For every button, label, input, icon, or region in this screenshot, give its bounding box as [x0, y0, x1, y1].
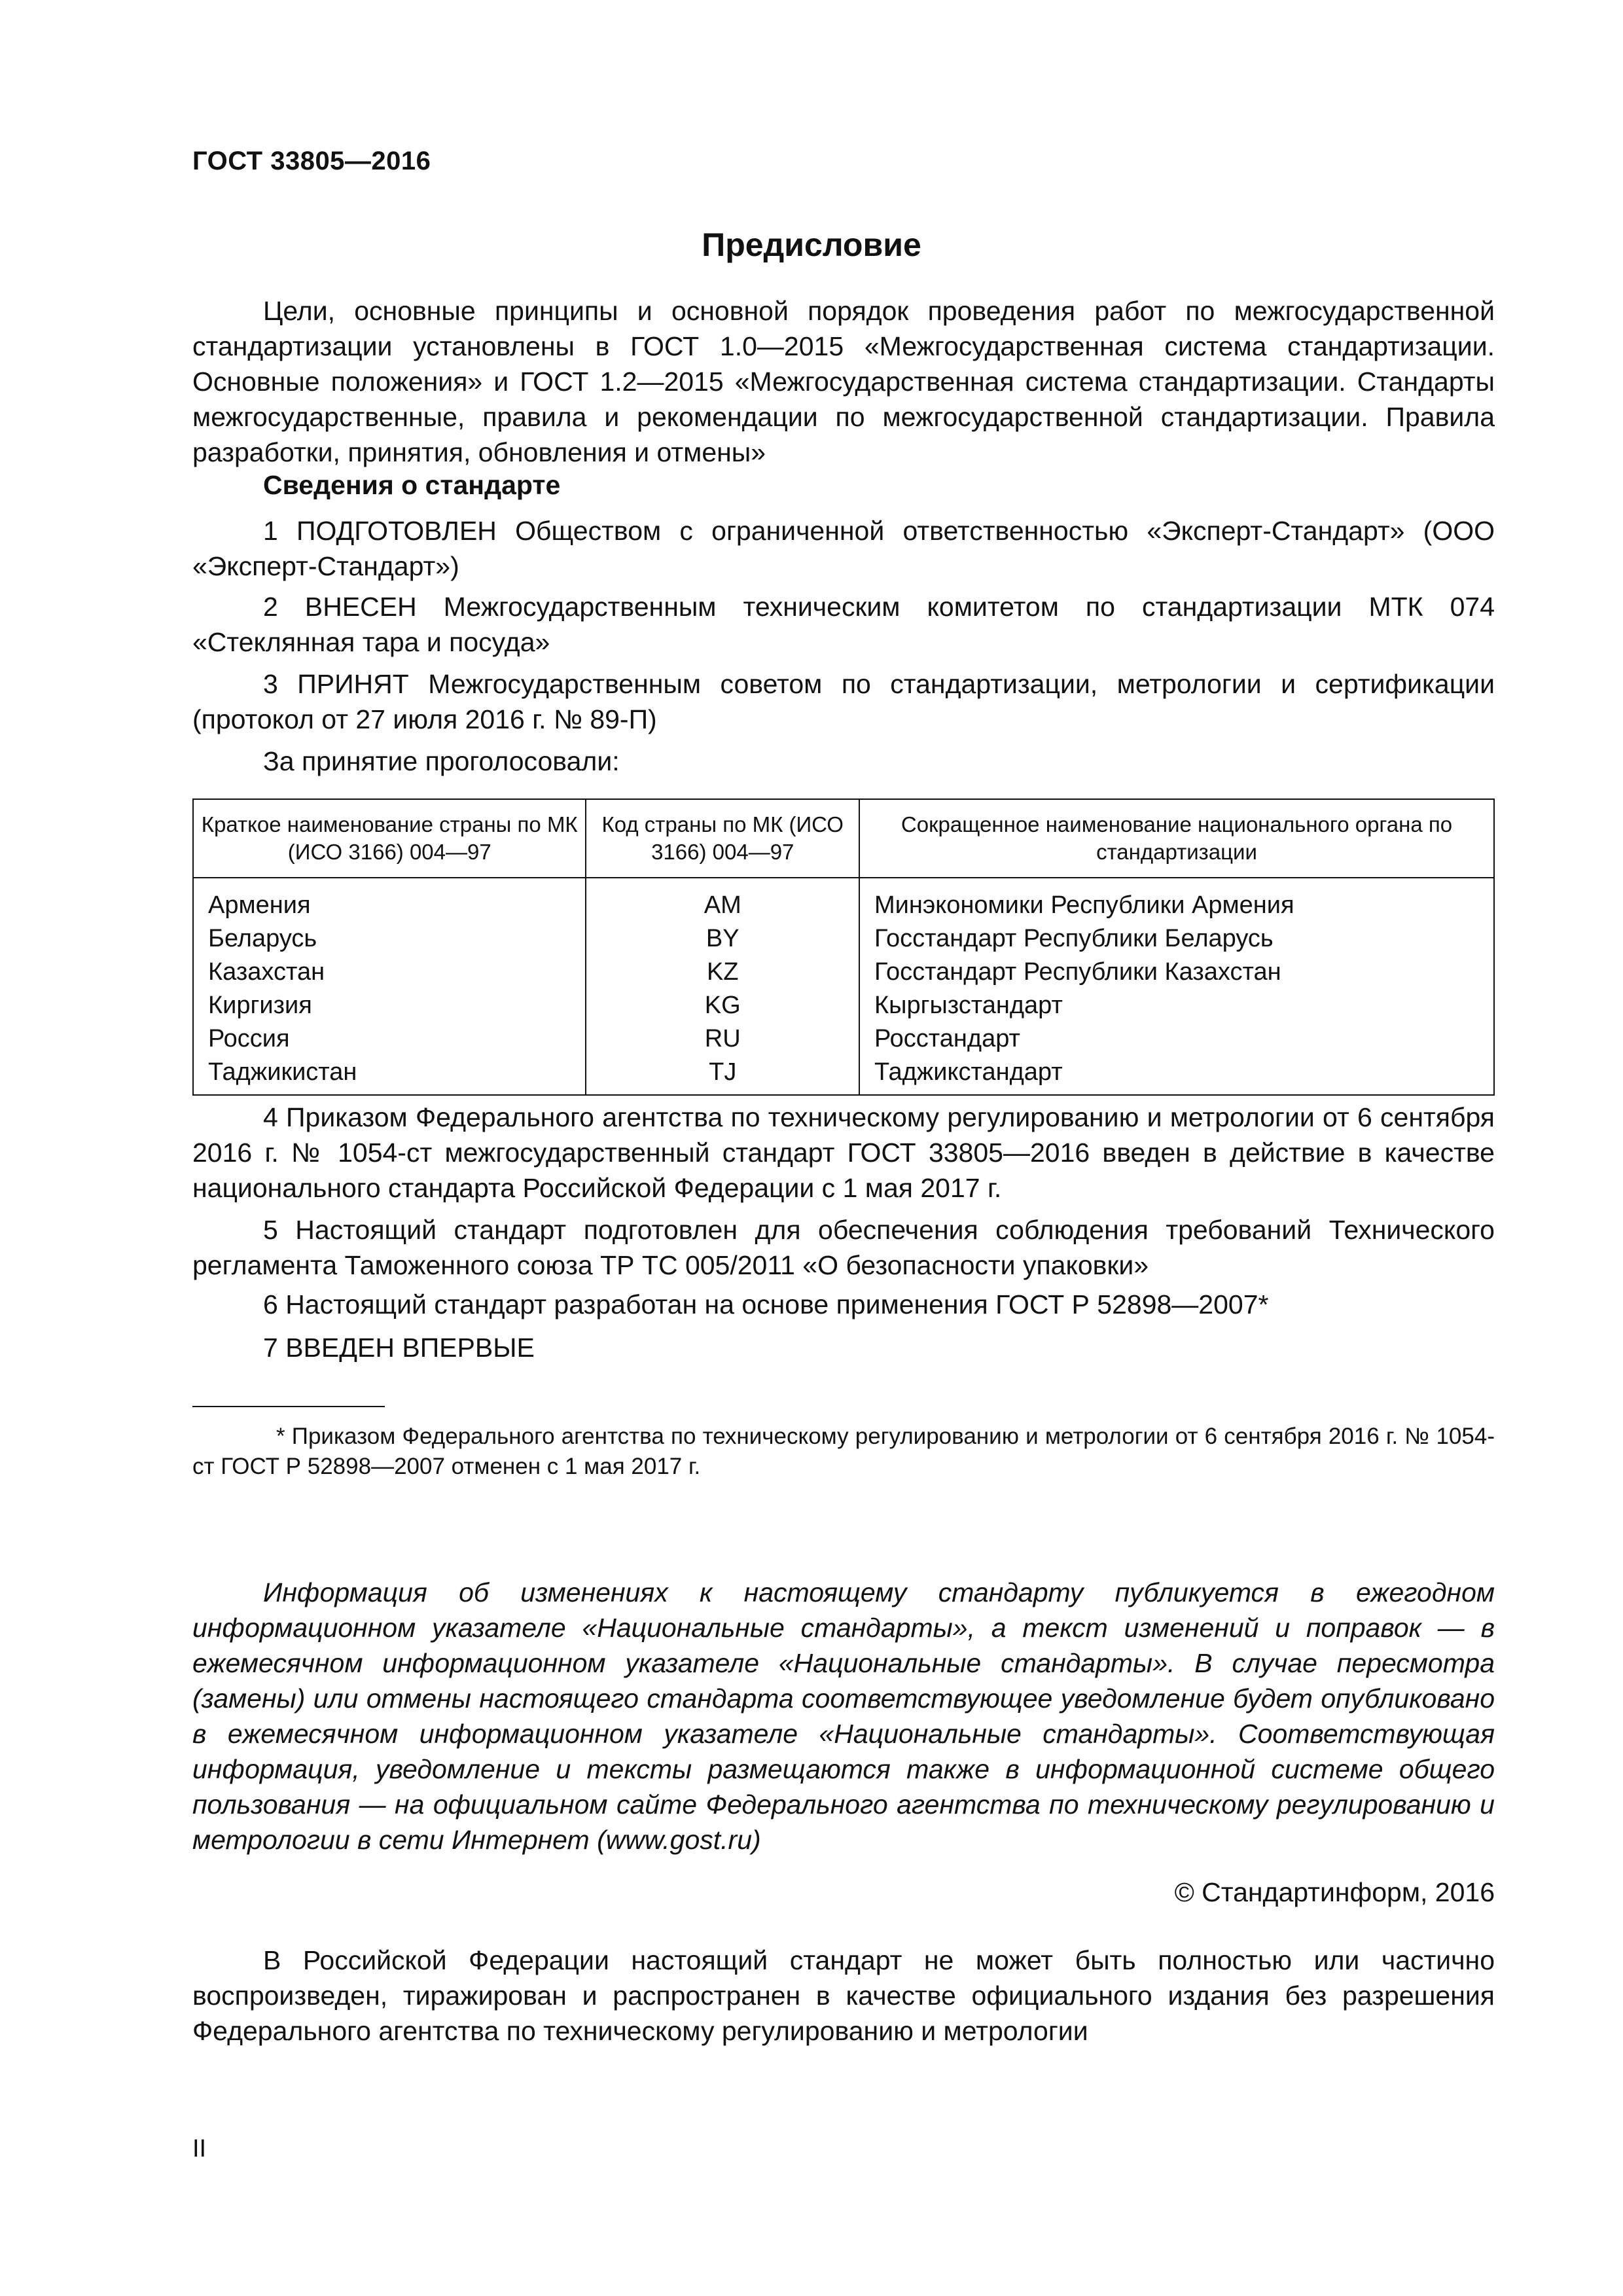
copyright: © Стандартинформ, 2016	[1174, 1877, 1495, 1907]
table-header-row	[193, 799, 1494, 878]
vote-label: За принятие проголосовали:	[263, 746, 620, 776]
table-header-country: Краткое наименование страны по МК (ИСО 3166) 004—97	[193, 799, 586, 878]
body-cell: Росстандарт	[859, 1022, 1494, 1056]
item-introduced: 2 ВНЕСЕН Межгосударственным техническим комитетом по стандартизации МТК 074 «Стеклянная тара и посуда»	[192, 592, 1495, 657]
body-cell: Минэкономики Республики Армения	[859, 878, 1494, 922]
table-header-body: Сокращенное наименование национального органа по стандартизации	[859, 799, 1494, 878]
item-first-edition: 7 ВВЕДЕН ВПЕРВЫЕ	[263, 1333, 535, 1363]
legal-notice: В Российской Федерации настоящий стандарт не может быть полностью или частично воспроизведен, тиражирован и распространен в качестве официального издания без разрешения Федерального агентства по техническому регулированию и метрологии	[192, 1945, 1495, 2046]
country-cell: Беларусь	[193, 922, 586, 956]
change-info-notice: Информация об изменениях к настоящему стандарту публикуется в ежегодном информационном указателе «Национальные стандарты», а текст изменений и поправок — в ежемесячном информационном указателе «Национальные стандарты». В случае пересмотра (замены) или отмены настоящего стандарта соответствующее уведомление будет опубликовано в ежемесячном информационном указателе «Национальные стандарты». Соответствующая информация, уведомление и тексты размещаются также в информационной системе общего пользования — на официальном сайте Федерального агентства по техническому регулированию и метрологии в сети Интернет (www.gost.ru)	[192, 1577, 1495, 1855]
page-number: II	[192, 2135, 207, 2162]
body-cell: Кыргызстандарт	[859, 989, 1494, 1022]
voting-countries-table	[192, 798, 1495, 1096]
item-adopted: 3 ПРИНЯТ Межгосударственным советом по стандартизации, метрологии и сертификации (протокол от 27 июля 2016 г. № 89-П)	[192, 669, 1495, 734]
body-cell: Госстандарт Республики Беларусь	[859, 922, 1494, 956]
code-cell: TJ	[586, 1056, 859, 1095]
page-title: Предисловие	[702, 226, 921, 263]
standard-info-heading: Сведения о стандарте	[263, 470, 561, 500]
code-cell: BY	[586, 922, 859, 956]
country-cell: Киргизия	[193, 989, 586, 1022]
document-code: ГОСТ 33805—2016	[192, 147, 431, 175]
code-cell: RU	[586, 1022, 859, 1056]
table-row	[193, 878, 1494, 922]
intro-paragraph: Цели, основные принципы и основной порядок проведения работ по межгосударственной стандартизации установлены в ГОСТ 1.0—2015 «Межгосударственная система стандартизации. Основные положения» и ГОСТ 1.2—2015 «Межгосударственная система стандартизации. Стандарты межгосударственные, правила и рекомендации по межгосударственной стандартизации. Правила разработки, принятия, обновления и отмены»	[192, 296, 1495, 467]
item-prepared: 1 ПОДГОТОВЛЕН Обществом с ограниченной ответственностью «Эксперт-Стандарт» (ООО «Эксперт-Стандарт»)	[192, 516, 1495, 581]
item-compliance: 5 Настоящий стандарт подготовлен для обеспечения соблюдения требований Технического регламента Таможенного союза ТР ТС 005/2011 «О безопасности упаковки»	[192, 1215, 1495, 1280]
body-cell: Госстандарт Республики Казахстан	[859, 956, 1494, 989]
code-cell: AM	[586, 878, 859, 922]
body-cell: Таджикстандарт	[859, 1056, 1494, 1095]
item-basis: 6 Настоящий стандарт разработан на основе применения ГОСТ Р 52898—2007*	[263, 1289, 1269, 1319]
country-cell: Казахстан	[193, 956, 586, 989]
table-row	[193, 956, 1494, 989]
table-header-code: Код страны по МК (ИСО 3166) 004—97	[586, 799, 859, 878]
country-cell: Таджикистан	[193, 1056, 586, 1095]
code-cell: KZ	[586, 956, 859, 989]
code-cell: KG	[586, 989, 859, 1022]
table-row	[193, 1022, 1494, 1056]
table-row	[193, 1056, 1494, 1095]
country-cell: Армения	[193, 878, 586, 922]
table-row	[193, 989, 1494, 1022]
country-cell: Россия	[193, 1022, 586, 1056]
table-row	[193, 922, 1494, 956]
item-order: 4 Приказом Федерального агентства по техническому регулированию и метрологии от 6 сентября 2016 г. № 1054-ст межгосударственный стандарт ГОСТ 33805—2016 введен в действие в качестве национального стандарта Российской Федерации с 1 мая 2017 г.	[192, 1102, 1495, 1203]
footnote: * Приказом Федерального агентства по техническому регулированию и метрологии от 6 сентября 2016 г. № 1054-ст ГОСТ Р 52898—2007 отменен с 1 мая 2017 г.	[192, 1424, 1495, 1479]
footnote-divider	[192, 1406, 385, 1407]
